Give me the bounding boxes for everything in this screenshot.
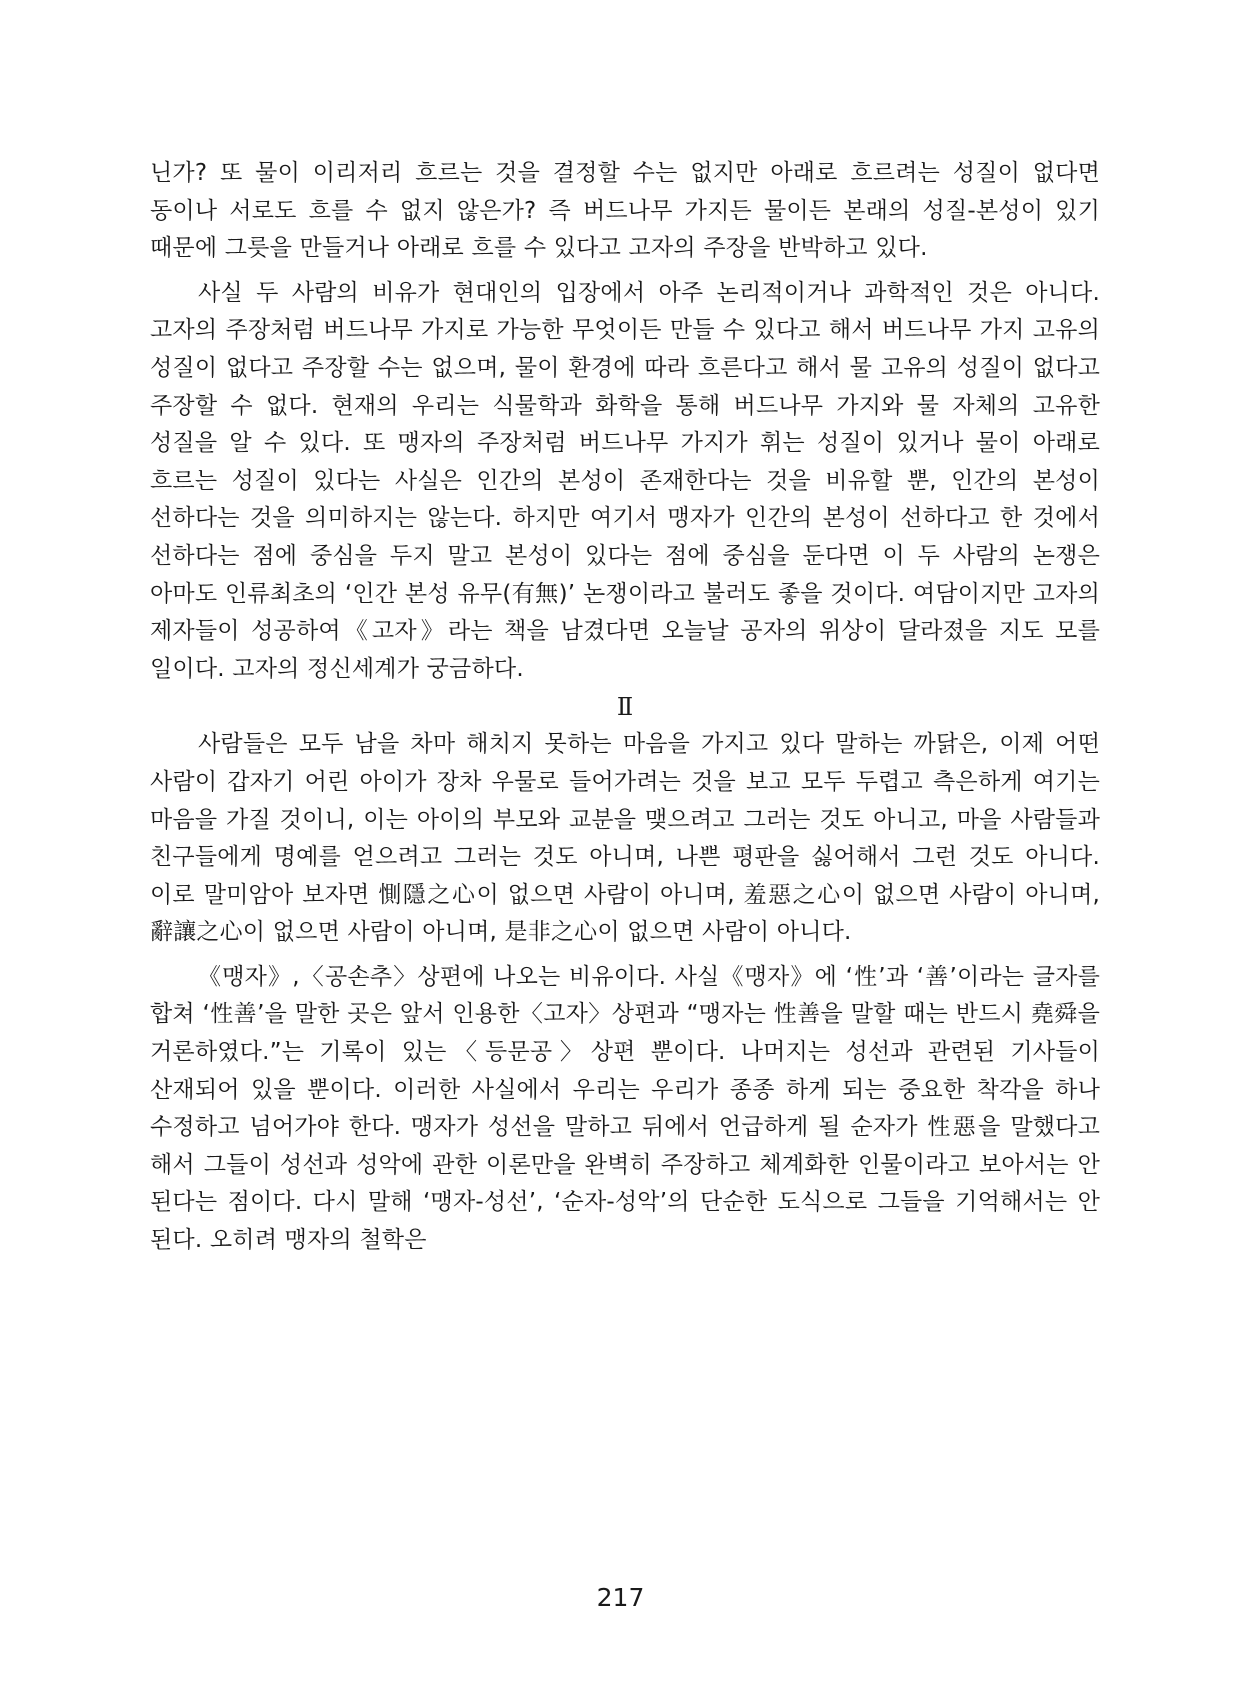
paragraph-analysis: 사실 두 사람의 비유가 현대인의 입장에서 아주 논리적이거나 과학적인 것은 아니다. 고자의 주장처럼 버드나무 가지로 가능한 무엇이든 만들 수 있다고 해서 버드나무 가지 고유의 성질이 없다고 주장할 수는 없으며, 물이 환경에 따라 흐른다고 해서 물 고유의 성질이 없다고 주장할 수 없다. 현재의 우리는 식물학과 화학을 통해 버드나무 가지와 물 자체의 고유한 성질을 알 수 있다. 또 맹자의 주장처럼 버드나무 가지가 휘는 성질이 있거나 물이 아래로 흐르는 성질이 있다는 사실은 인간의 본성이 존재한다는 것을 비유할 뿐, 인간의 본성이 선하다는 것을 의미하지는 않는다. 하지만 여기서 맹자가 인간의 본성이 선하다고 한 것에서 선하다는 점에 중심을 두지 말고 본성이 있다는 점에 중심을 둔다면 이 두 사람의 논쟁은 아마도 인류최초의 ‘인간 본성 유무(有無)’ 논쟁이라고 불러도 좋을 것이다. 여담이지만 고자의 제자들이 성공하여《고자》라는 책을 남겼다면 오늘날 공자의 위상이 달라졌을 지도 모를 일이다. 고자의 정신세계가 궁금하다. [150, 279, 1100, 682]
paragraph-continuation: 닌가? 또 물이 이리저리 흐르는 것을 결정할 수는 없지만 아래로 흐르려는 성질이 없다면 동이나 서로도 흐를 수 없지 않은가? 즉 버드나무 가지든 물이든 본래의 성질-본성이 있기 때문에 그릇을 만들거나 아래로 흐를 수 있다고 고자의 주장을 반박하고 있다. [150, 160, 1100, 262]
section-heading: Ⅱ [616, 693, 634, 722]
paragraph-commentary: 《맹자》,〈공손추〉상편에 나오는 비유이다. 사실《맹자》에 ‘性’과 ‘善’이라는 글자를 합쳐 ‘性善’을 말한 곳은 앞서 인용한〈고자〉상편과 “맹자는 性善을 말할 때는 반드시 堯舜을 거론하였다.”는 기록이 있는〈등문공〉상편 뿐이다. 나머지는 성선과 관련된 기사들이 산재되어 있을 뿐이다. 이러한 사실에서 우리는 우리가 종종 하게 되는 중요한 착각을 하나 수정하고 넘어가야 한다. 맹자가 성선을 말하고 뒤에서 언급하게 될 순자가 性惡을 말했다고 해서 그들이 성선과 성악에 관한 이론만을 완벽히 주장하고 체계화한 인물이라고 보아서는 안 된다는 점이다. 다시 말해 ‘맹자-성선’, ‘순자-성악’의 단순한 도식으로 그들을 기억해서는 안 된다. 오히려 맹자의 철학은 [150, 963, 1100, 1254]
page-number: 217 [596, 1583, 645, 1612]
paragraph-quotation: 사람들은 모두 남을 차마 해치지 못하는 마음을 가지고 있다 말하는 까닭은, 이제 어떤 사람이 갑자기 어린 아이가 장차 우물로 들어가려는 것을 보고 모두 두렵고 측은하게 여기는 마음을 가질 것이니, 이는 아이의 부모와 교분을 맺으려고 그러는 것도 아니고, 마을 사람들과 친구들에게 명예를 얻으려고 그러는 것도 아니며, 나쁜 평판을 싫어해서 그런 것도 아니다. 이로 말미암아 보자면 惻隱之心이 없으면 사람이 아니며, 羞惡之心이 없으면 사람이 아니며, 辭讓之心이 없으면 사람이 아니며, 是非之心이 없으면 사람이 아니다. [150, 731, 1100, 946]
document-body [150, 155, 1100, 1260]
